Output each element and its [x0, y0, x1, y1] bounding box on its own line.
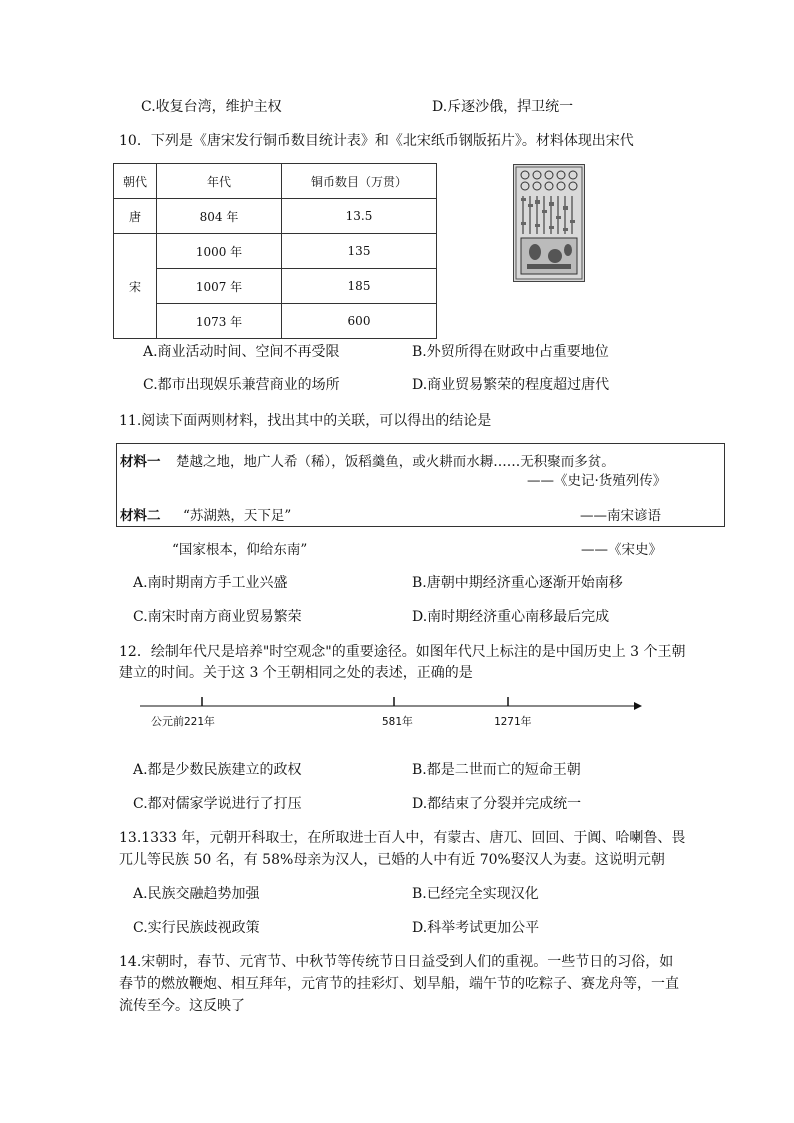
q12-stem-line1: 12．绘制年代尺是培养"时空观念"的重要途径。如图年代尺上标注的是中国历史上 3 个王朝 [119, 644, 686, 660]
table-row [114, 234, 437, 269]
q13-option-d: D.科举考试更加公平 [412, 920, 540, 936]
q13-stem-line1: 13.1333 年，元朝开科取士，在所取进士百人中，有蒙古、唐兀、回回、于阗、哈喇鲁、畏 [119, 830, 686, 846]
header-year: 年代 [157, 164, 282, 199]
header-dynasty: 朝代 [114, 164, 157, 199]
q10-option-a: A.商业活动时间、空间不再受限 [143, 344, 340, 360]
q13-option-c: C.实行民族歧视政策 [133, 920, 260, 936]
material-three-text: “国家根本，仰给东南” [172, 542, 308, 558]
table-row [114, 304, 437, 339]
timeline-label-sui: 581年 [382, 715, 413, 728]
q10-option-d: D.商业贸易繁荣的程度超过唐代 [412, 377, 610, 393]
coin-statistics-table [113, 163, 437, 339]
cell-year: 1073 年 [157, 304, 282, 339]
header-amount: 铜币数目（万贯） [282, 164, 437, 199]
cell-dynasty-tang: 唐 [114, 199, 157, 234]
q11-stem: 11.阅读下面两则材料，找出其中的关联，可以得出的结论是 [119, 413, 492, 429]
cell-amount: 13.5 [282, 199, 437, 234]
q12-stem-line2: 建立的时间。关于这 3 个王朝相同之处的表述，正确的是 [119, 665, 473, 681]
q13-option-b: B.已经完全实现汉化 [412, 886, 539, 902]
q14-line2: 春节的燃放鞭炮、相互拜年，元宵节的挂彩灯、划旱船，端午节的吃粽子、赛龙舟等，一直 [119, 976, 679, 992]
q11-option-d: D.南时期经济重心南移最后完成 [412, 609, 610, 625]
cell-dynasty-song: 宋 [114, 234, 157, 339]
q13-stem-line2: 兀儿等民族 50 名，有 58%母亲为汉人，已婚的人中有近 70%娶汉人为妻。这说明元朝 [119, 852, 665, 868]
song-banknote-rubbing-image [513, 164, 585, 282]
material-two-text: “苏湖熟，天下足” [183, 508, 292, 524]
q12-option-a: A.都是少数民族建立的政权 [133, 762, 302, 778]
material-two-label: 材料二 [120, 508, 161, 524]
q12-option-d: D.都结束了分裂并完成统一 [412, 796, 582, 812]
material-one-label: 材料一 [120, 454, 161, 470]
timeline-label-qin: 公元前221年 [151, 715, 215, 728]
table-row [114, 269, 437, 304]
timeline-label-yuan: 1271年 [494, 715, 532, 728]
material-two-source: ——南宋谚语 [580, 508, 661, 524]
material-three-source: ——《宋史》 [581, 542, 662, 558]
material-one-text: 楚越之地，地广人希（稀），饭稻羹鱼，或火耕而水耨……无积聚而多贫。 [176, 454, 615, 470]
cell-year: 804 年 [157, 199, 282, 234]
cell-year: 1000 年 [157, 234, 282, 269]
q12-option-b: B.都是二世而亡的短命王朝 [412, 762, 581, 778]
q14-line1: 14.宋朝时，春节、元宵节、中秋节等传统节日日益受到人们的重视。一些节日的习俗，如 [119, 954, 674, 970]
q9-option-c: C.收复台湾，维护主权 [141, 99, 282, 115]
table-row [114, 199, 437, 234]
q13-option-a: A.民族交融趋势加强 [133, 886, 260, 902]
q11-option-c: C.南宋时南方商业贸易繁荣 [133, 609, 302, 625]
q10-stem: 10．下列是《唐宋发行铜币数目统计表》和《北宋纸币钢版拓片》。材料体现出宋代 [119, 133, 634, 149]
q11-option-b: B.唐朝中期经济重心逐渐开始南移 [412, 575, 623, 591]
q10-option-c: C.都市出现娱乐兼营商业的场所 [143, 377, 340, 393]
q10-option-b: B.外贸所得在财政中占重要地位 [412, 344, 609, 360]
material-one-source: ——《史记·货殖列传》 [527, 473, 667, 489]
cell-amount: 135 [282, 234, 437, 269]
cell-amount: 600 [282, 304, 437, 339]
q14-line3: 流传至今。这反映了 [119, 998, 245, 1014]
timeline-axis [140, 696, 642, 710]
q12-option-c: C.都对儒家学说进行了打压 [133, 796, 302, 812]
q9-option-d: D.斥逐沙俄，捍卫统一 [432, 99, 574, 115]
cell-amount: 185 [282, 269, 437, 304]
cell-year: 1007 年 [157, 269, 282, 304]
q11-option-a: A.南时期南方手工业兴盛 [133, 575, 288, 591]
